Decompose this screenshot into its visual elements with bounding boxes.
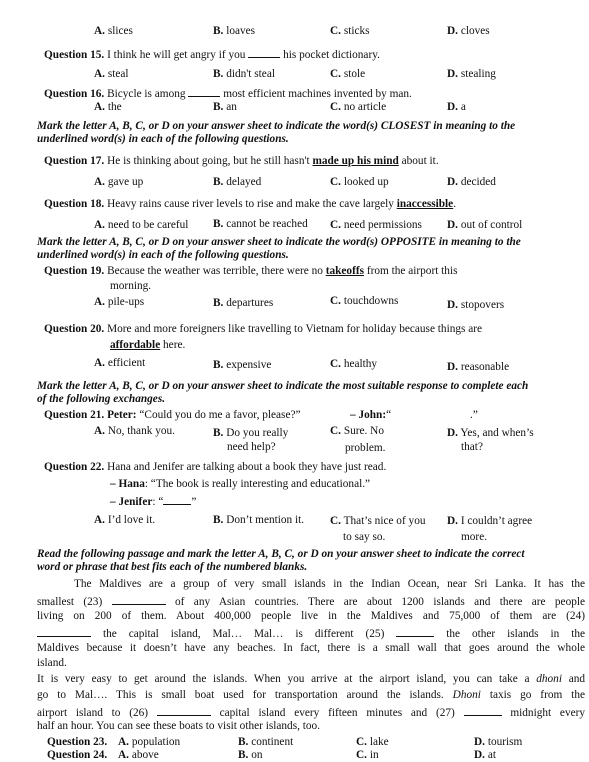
passage-line-5: Maldives because it doesn’t have any beaches. In fact, there is a small wall that goes around the whole (37, 642, 585, 654)
q14-option-b: B. loaves (213, 25, 256, 37)
instruction-passage-line2: word or phrase that best fits each of the numbered blanks. (37, 561, 308, 573)
q24-label: Question 24. (47, 749, 108, 761)
q22-jenifer-line: – Jenifer: “ ” (110, 496, 197, 508)
q22-hana-line: – Hana: “The book is really interesting and educational.” (110, 478, 371, 490)
q19-stem: Question 19. Because the weather was terrible, there were no takeoffs from the airport this (44, 265, 458, 277)
q22-option-d: D. I couldn’t agree (447, 515, 533, 527)
q22-option-b: B. Don’t mention it. (213, 514, 305, 526)
q20-option-d: D. reasonable (447, 361, 510, 373)
q20-option-a: A. efficient (94, 357, 146, 369)
q15-option-b: B. didn't steal (213, 68, 275, 80)
q16-option-b: B. an (213, 101, 237, 113)
q18-option-d: D. out of control (447, 219, 523, 231)
q15-option-c: C. stole (330, 68, 366, 80)
passage-line-2: smallest (23) of any Asian countries. There are about 1200 islands and there are people (37, 596, 586, 608)
q21-response: – John:“ (350, 409, 392, 421)
q20-option-c: C. healthy (330, 358, 378, 370)
q24-option-b: B. on (238, 749, 263, 761)
q14-option-a: A. slices (94, 25, 133, 37)
q15-option-d: D. stealing (447, 68, 496, 80)
q22-option-c-line2: to say so. (343, 531, 386, 543)
q18-option-b: B. cannot be reached (213, 218, 308, 230)
q23-option-d: D. tourism (474, 736, 523, 748)
passage-line-1: The Maldives are a group of very small islands in the Indian Ocean, near Sri Lanka. It has the (74, 578, 585, 590)
q15-stem: Question 15. I think he will get angry if you his pocket dictionary. (44, 49, 380, 61)
q17-stem: Question 17. He is thinking about going, but he still hasn't made up his mind about it. (44, 155, 439, 167)
q17-option-a: A. gave up (94, 176, 144, 188)
q19-option-d: D. stopovers (447, 299, 505, 311)
q17-option-d: D. decided (447, 176, 496, 188)
passage-line-4: the capital island, Mal… Mal… is different (25) the other islands in the (37, 626, 585, 641)
q20-option-b: B. expensive (213, 359, 272, 371)
q23-label: Question 23. (47, 736, 108, 748)
q16-option-c: C. no article (330, 101, 387, 113)
q17-option-c: C. looked up (330, 176, 389, 188)
instruction-response-line2: of the following exchanges. (37, 393, 166, 405)
q15-option-a: A. steal (94, 68, 129, 80)
q21-option-d-line2: that? (461, 441, 483, 453)
q22-stem: Question 22. Hana and Jenifer are talking about a book they have just read. (44, 461, 387, 473)
instruction-passage-line1: Read the following passage and mark the letter A, B, C, or D on your answer sheet to indicate the correct (37, 548, 525, 560)
q21-option-c: C. Sure. No (330, 425, 384, 437)
instruction-response-line1: Mark the letter A, B, C, or D on your answer sheet to indicate the most suitable response to complete each (37, 380, 529, 392)
q20-stem-line2: affordable here. (110, 339, 186, 351)
passage-line-8: go to Mal…. This is small boat used for transportation around the islands. Dhoni taxis go from the (37, 689, 585, 701)
q16-option-a: A. the (94, 101, 122, 113)
q23-option-a: A. population (118, 736, 181, 748)
q19-stem-line2: morning. (110, 280, 152, 292)
q24-option-a: A. above (118, 749, 159, 761)
q23-option-c: C. lake (356, 736, 389, 748)
q18-option-c: C. need permissions (330, 219, 422, 231)
instruction-closest-line1: Mark the letter A, B, C, or D on your answer sheet to indicate the word(s) CLOSEST in meaning to the (37, 120, 516, 132)
q23-option-b: B. continent (238, 736, 294, 748)
q20-stem: Question 20. More and more foreigners like travelling to Vietnam for holiday because things are (44, 323, 483, 335)
q19-option-b: B. departures (213, 297, 274, 309)
q18-stem: Question 18. Heavy rains cause river levels to rise and make the cave largely inaccessible. (44, 198, 457, 210)
instruction-closest-line2: underlined word(s) in each of the following questions. (37, 133, 289, 145)
q21-option-b: B. Do you really (213, 427, 289, 439)
passage-line-10: half an hour. You can see these boats to visit other islands, too. (37, 720, 321, 732)
passage-line-6: island. (37, 657, 67, 669)
passage-line-9: airport island to (26) capital island every fifteen minutes and (27) midnight every (37, 707, 586, 719)
q19-option-c: C. touchdowns (330, 295, 399, 307)
passage-line-3: living on 200 of them. About 400,000 people live in the Maldives and 75,000 of them are (24) (37, 610, 585, 622)
q21-option-b-line2: need help? (227, 441, 276, 453)
passage-line-7: It is very easy to get around the islands. When you arrive at the airport island, you can take a dhoni and (37, 673, 585, 685)
instruction-opposite-line2: underlined word(s) in each of the following questions. (37, 249, 289, 261)
q14-option-d: D. cloves (447, 25, 490, 37)
instruction-opposite-line1: Mark the letter A, B, C, or D on your answer sheet to indicate the word(s) OPPOSITE in meaning to the (37, 236, 521, 248)
q22-option-d-line2: more. (461, 531, 488, 543)
q16-option-d: D. a (447, 101, 466, 113)
q21-stem: Question 21. Peter: “Could you do me a favor, please?” (44, 409, 301, 421)
q21-option-c-line2: problem. (345, 442, 386, 454)
q19-option-a: A. pile-ups (94, 296, 145, 308)
q24-option-c: C. in (356, 749, 379, 761)
q22-option-a: A. I’d love it. (94, 514, 156, 526)
q17-option-b: B. delayed (213, 176, 262, 188)
q21-option-d: D. Yes, and when’s (447, 427, 534, 439)
q16-stem: Question 16. Bicycle is among most efficient machines invented by man. (44, 88, 412, 100)
q24-option-d: D. at (474, 749, 496, 761)
q22-option-c: C. That’s nice of you (330, 515, 426, 527)
q21-close-quote: .” (470, 409, 478, 421)
q14-option-c: C. sticks (330, 25, 370, 37)
q21-option-a: A. No, thank you. (94, 425, 175, 437)
q18-option-a: A. need to be careful (94, 219, 189, 231)
